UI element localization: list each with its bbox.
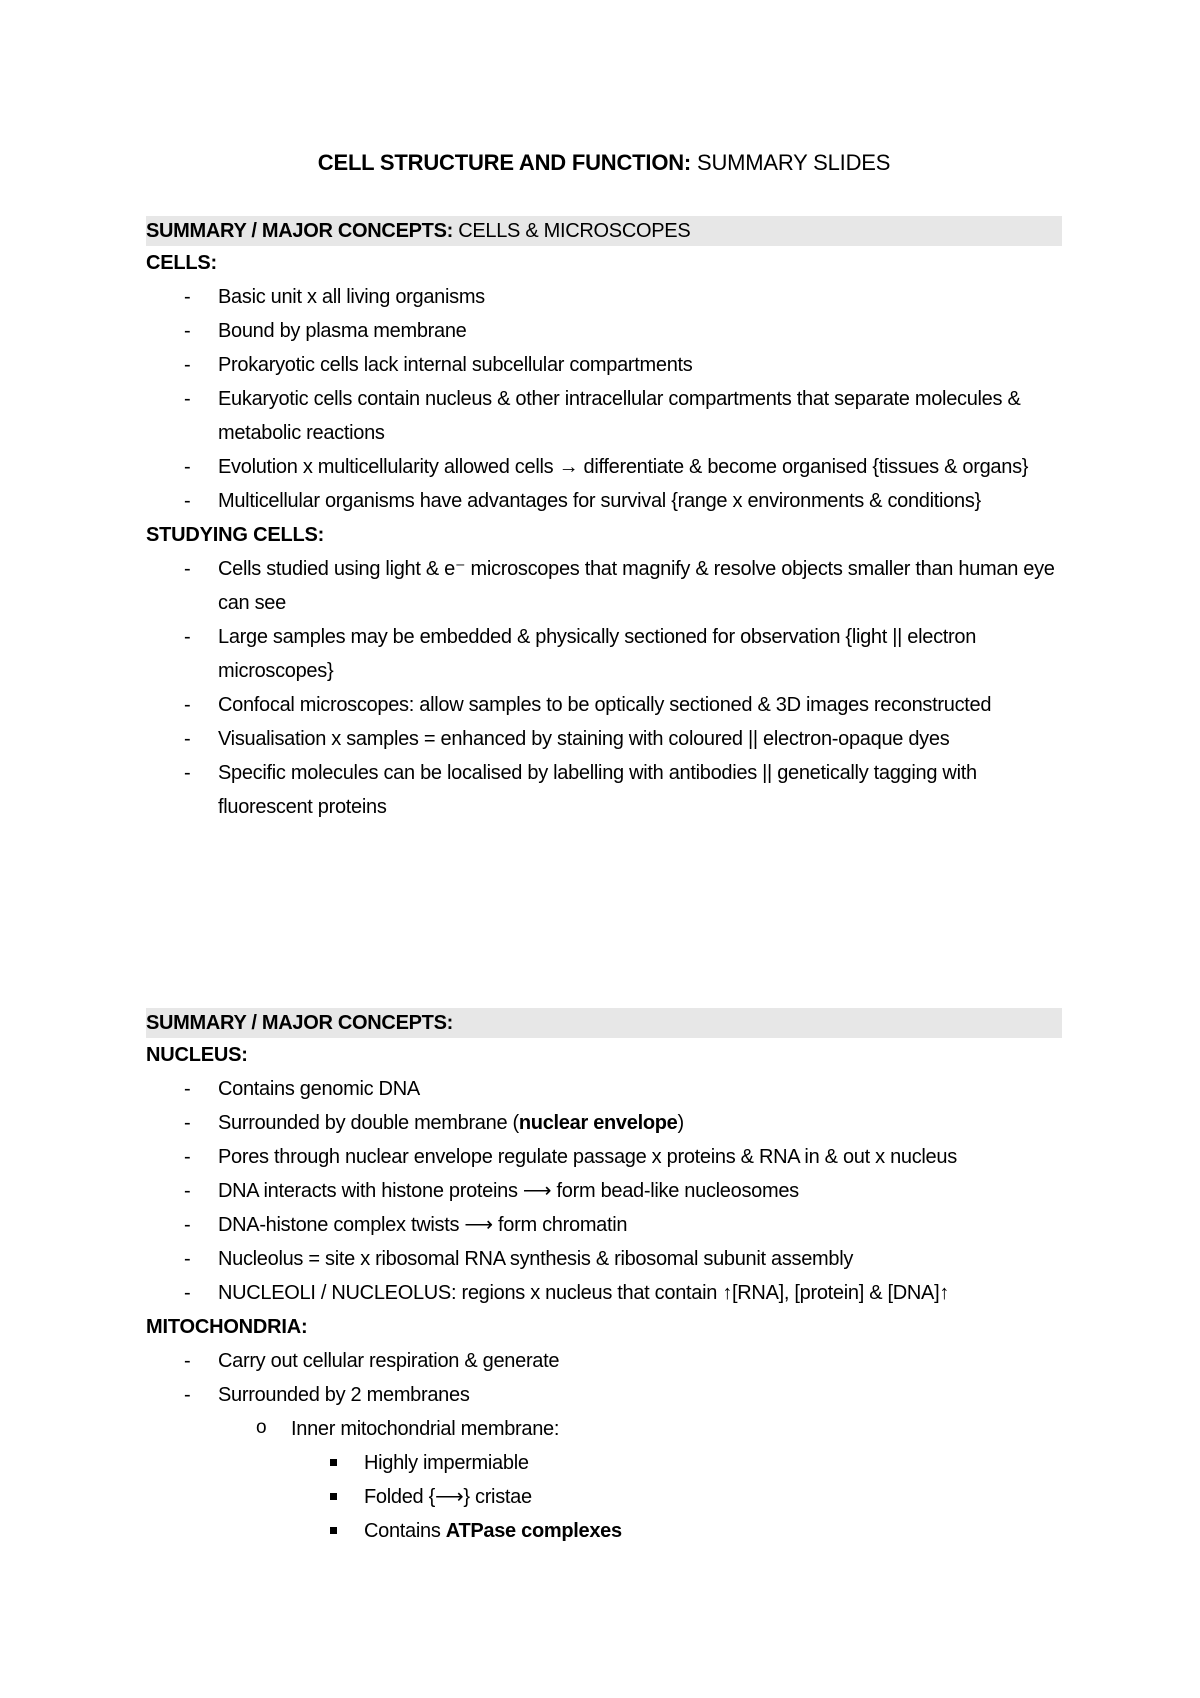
section-cells-microscopes xyxy=(146,216,1062,824)
band-bold: SUMMARY / MAJOR CONCEPTS: xyxy=(146,1012,453,1034)
list-item: - Evolution x multicellularity allowed cells → differentiate & become organised {tissues & organs} xyxy=(146,450,1062,484)
sub-list-item: o Inner mitochondrial membrane: xyxy=(146,1412,1062,1446)
list-item: - Visualisation x samples = enhanced by staining with coloured || electron-opaque dyes xyxy=(146,722,1062,756)
section-organelles xyxy=(146,1008,1062,1548)
list-item: - Specific molecules can be localised by labelling with antibodies || genetically tagging with fluorescent proteins xyxy=(146,756,1062,824)
list-item xyxy=(146,1106,1062,1140)
section-band xyxy=(146,1008,1062,1038)
mitochondria-subsublist xyxy=(146,1446,1062,1548)
list-item: - Confocal microscopes: allow samples to be optically sectioned & 3D images reconstructed xyxy=(146,688,1062,722)
cells-list xyxy=(146,280,1062,518)
list-item: - Basic unit x all living organisms xyxy=(146,280,1062,314)
list-item: - NUCLEOLI / NUCLEOLUS: regions x nucleus that contain ↑[RNA], [protein] & [DNA]↑ xyxy=(146,1276,1062,1310)
studying-cells-heading: STUDYING CELLS: xyxy=(146,524,325,546)
list-item: - Nucleolus = site x ribosomal RNA synthesis & ribosomal subunit assembly xyxy=(146,1242,1062,1276)
band-rest: CELLS & MICROSCOPES xyxy=(452,220,691,242)
cells-heading: CELLS: xyxy=(146,252,218,274)
list-item: - Contains genomic DNA xyxy=(146,1072,1062,1106)
list-item: - Pores through nuclear envelope regulate passage x proteins & RNA in & out x nucleus xyxy=(146,1140,1062,1174)
mitochondria-list xyxy=(146,1344,1062,1412)
list-item: - Eukaryotic cells contain nucleus & other intracellular compartments that separate molecules & metabolic reactions xyxy=(146,382,1062,450)
list-item: - DNA-histone complex twists ⟶ form chromatin xyxy=(146,1208,1062,1242)
nucleus-heading: NUCLEUS: xyxy=(146,1044,248,1066)
list-item: - Bound by plasma membrane xyxy=(146,314,1062,348)
title-bold: CELL STRUCTURE AND FUNCTION: xyxy=(317,150,692,175)
nuclear-envelope-term: nuclear envelope xyxy=(518,1112,678,1134)
list-item: - Prokaryotic cells lack internal subcellular compartments xyxy=(146,348,1062,382)
subsub-list-item: Highly impermiable xyxy=(146,1446,1062,1480)
list-item: - Carry out cellular respiration & generate xyxy=(146,1344,1062,1378)
list-item: - Multicellular organisms have advantages for survival {range x environments & conditions} xyxy=(146,484,1062,518)
page-title xyxy=(146,146,1062,180)
list-item-text: Surrounded by double membrane ( xyxy=(218,1112,519,1134)
list-item: - Surrounded by 2 membranes xyxy=(146,1378,1062,1412)
atpase-complexes-term: ATPase complexes xyxy=(445,1520,622,1542)
subsub-list-item: Folded {⟶} cristae xyxy=(146,1480,1062,1514)
nucleus-list xyxy=(146,1072,1062,1310)
mitochondria-heading: MITOCHONDRIA: xyxy=(146,1316,308,1338)
list-item-text-end: ) xyxy=(677,1112,684,1134)
list-item: - Cells studied using light & e⁻ microscopes that magnify & resolve objects smaller than human eye can see xyxy=(146,552,1062,620)
subsub-list-item-text: Contains xyxy=(364,1520,446,1542)
band-bold: SUMMARY / MAJOR CONCEPTS: xyxy=(146,220,453,242)
list-item: - DNA interacts with histone proteins ⟶ form bead-like nucleosomes xyxy=(146,1174,1062,1208)
title-rest: SUMMARY SLIDES xyxy=(691,150,891,175)
subsub-list-item xyxy=(146,1514,1062,1548)
mitochondria-sublist xyxy=(146,1412,1062,1446)
section-band xyxy=(146,216,1062,246)
list-item: - Large samples may be embedded & physically sectioned for observation {light || electron microscopes} xyxy=(146,620,1062,688)
studying-cells-list xyxy=(146,552,1062,824)
